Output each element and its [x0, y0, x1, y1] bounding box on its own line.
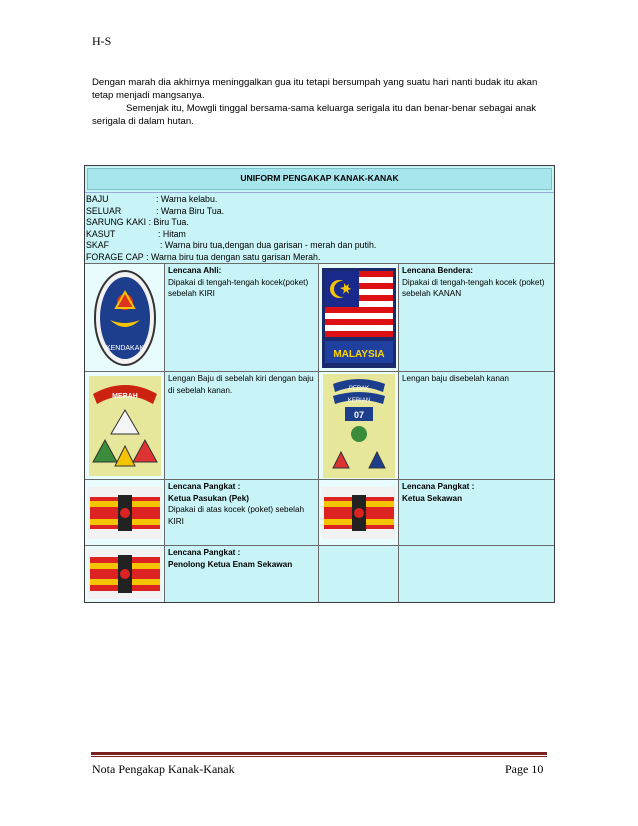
district-patch-label-2: KERIAN — [347, 397, 370, 404]
uniform-item — [86, 217, 554, 229]
intro-text — [92, 76, 552, 128]
sixer-image — [319, 479, 399, 545]
sleeve-right-desc: Lengan baju disebelah kanan — [402, 374, 509, 383]
sleeve-left-cell — [165, 371, 319, 479]
uniform-key: KASUT — [86, 228, 116, 239]
sleeve-patch-label: MERAH — [111, 392, 138, 400]
uniform-item — [86, 240, 554, 252]
member-badge-desc: Dipakai di tengah-tengah kocek(poket) sebelah KIRI — [168, 277, 309, 298]
footer-rule-thin — [91, 756, 547, 757]
uniform-value: : Warna biru tua dengan satu garisan Merah. — [146, 251, 321, 262]
uniform-key: BAJU — [86, 194, 109, 204]
footer-rule — [91, 752, 547, 755]
district-patch-label-1: PERAK — [348, 385, 369, 392]
empty-cell — [319, 545, 399, 602]
sleeve-right-image — [319, 371, 399, 479]
footer-title: Nota Pengakap Kanak-Kanak — [92, 762, 235, 776]
pack-leader-cell — [165, 479, 319, 545]
second-title: Lencana Pangkat : — [168, 548, 241, 557]
pack-leader-title: Lencana Pangkat : — [168, 482, 241, 491]
sleeve-left-desc: Lengan Baju di sebelah kiri dengan baju di sebelah kanan. — [168, 374, 314, 395]
district-patch-icon — [323, 374, 395, 478]
rank-badge-icon — [88, 549, 162, 599]
uniform-item — [86, 229, 554, 241]
second-cell — [165, 545, 319, 602]
member-badge-image — [85, 263, 165, 371]
uniform-table — [84, 165, 555, 603]
pack-leader-desc: Dipakai di atas kocek (poket) sebelah KIRI — [168, 505, 305, 526]
table-title: UNIFORM PENGAKAP KANAK-KANAK — [87, 168, 552, 190]
intro-paragraph-1: Dengan marah dia akhirnya meninggalkan gua itu tetapi bersumpah yang suatu hari nanti budak itu akan tetap menjadi mangsanya. — [92, 77, 538, 101]
uniform-value: : Hitam — [158, 228, 186, 239]
sixer-subtitle: Ketua Sekawan — [402, 493, 463, 503]
intro-paragraph-2: Semenjak itu, Mowgli tinggal bersama-sama keluarga serigala itu dan benar-benar sebagai anak serigala di dalam hutan. — [92, 103, 537, 127]
uniform-list — [85, 192, 554, 263]
uniform-value: : Warna biru tua,dengan dua garisan - merah dan putih. — [160, 240, 377, 250]
uniform-key: SKAF — [86, 240, 109, 250]
rank-badge-icon — [322, 487, 396, 539]
member-badge-cell — [165, 263, 319, 371]
malaysia-flag-badge-icon — [321, 267, 397, 369]
uniform-key: SELUAR — [86, 205, 122, 216]
uniform-item — [86, 194, 554, 206]
uniform-item — [86, 252, 554, 264]
second-subtitle: Penolong Ketua Enam Sekawan — [168, 559, 293, 569]
page-number: Page 10 — [505, 762, 544, 776]
uniform-item — [86, 206, 554, 218]
flag-badge-cell — [399, 263, 554, 371]
member-badge-label: KENDAKAK — [105, 344, 144, 352]
pack-leader-image — [85, 479, 165, 545]
uniform-key: SARUNG KAKI — [86, 217, 147, 227]
sleeve-left-image — [85, 371, 165, 479]
uniform-key: FORAGE CAP — [86, 251, 144, 262]
uniform-value: : Biru Tua. — [148, 217, 189, 227]
badge-grid — [85, 263, 554, 602]
uniform-value: : Warna Biru Tua. — [156, 205, 225, 216]
district-patch-label-3: 07 — [353, 409, 364, 420]
flag-badge-image — [319, 263, 399, 371]
member-badge-icon — [92, 268, 158, 368]
sixer-title: Lencana Pangkat : — [402, 482, 475, 491]
flag-badge-title: Lencana Bendera: — [402, 266, 473, 275]
flag-badge-desc: Dipakai di tengah-tengah kocek (poket) sebelah KANAN — [402, 277, 545, 298]
pack-leader-subtitle: Ketua Pasukan (Pek) — [168, 493, 249, 503]
sleeve-patch-icon — [89, 376, 161, 476]
page-header: H-S — [92, 34, 112, 48]
rank-badge-icon — [88, 487, 162, 539]
sixer-cell — [399, 479, 554, 545]
empty-cell — [399, 545, 554, 602]
flag-badge-label: MALAYSIA — [332, 348, 385, 360]
second-image — [85, 545, 165, 602]
member-badge-title: Lencana Ahli: — [168, 266, 222, 275]
sleeve-right-cell — [399, 371, 554, 479]
uniform-value: : Warna kelabu. — [156, 194, 218, 204]
